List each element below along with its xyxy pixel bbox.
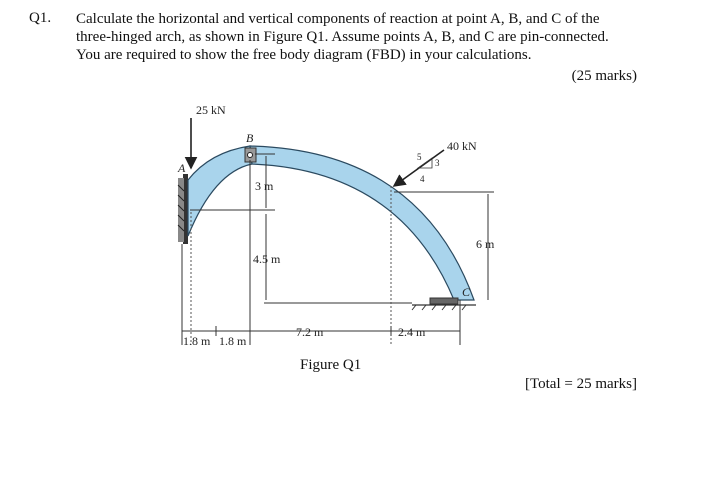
dim-label-72m: 7.2 m [296,325,324,339]
load-label-40kn: 40 kN [447,139,477,153]
slope-label-5: 5 [417,152,422,162]
slope-label-3: 3 [435,158,440,168]
wall-support-a [178,174,188,244]
question-line-2: three-hinged arch, as shown in Figure Q1. Assume points A, B, and C are pin-connected. [76,29,609,45]
dim-label-3m: 3 m [255,179,274,193]
dim-label-18m-1: 1.8 m [183,334,211,348]
question-line-3: You are required to show the free body diagram (FBD) in your calculations. [76,47,532,63]
dim-label-24m: 2.4 m [398,325,426,339]
question-number: Q1. [29,10,52,26]
arch-segment-ab [188,146,252,236]
dim-label-45m: 4.5 m [253,252,281,266]
load-label-25kn: 25 kN [196,103,226,117]
hinge-b [245,148,256,162]
slope-label-4: 4 [420,174,425,184]
point-label-b: B [246,131,254,145]
point-label-a: A [178,161,186,175]
dim-label-18m-2: 1.8 m [219,334,247,348]
question-line-1: Calculate the horizontal and vertical components of reaction at point A, B, and C of the [76,11,600,27]
total-marks: [Total = 25 marks] [525,376,637,392]
question-marks: (25 marks) [571,68,637,84]
point-label-c: C [462,285,471,299]
figure-caption: Figure Q1 [300,357,362,373]
dim-label-6m: 6 m [476,237,495,251]
arch-segment-bc [250,146,474,300]
